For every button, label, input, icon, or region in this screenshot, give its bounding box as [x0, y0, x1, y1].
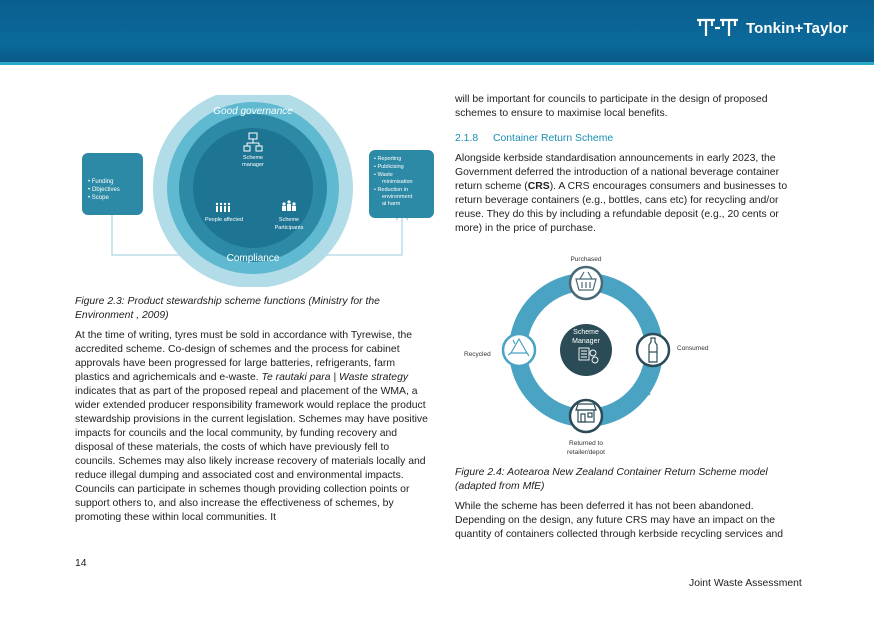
crs-paragraph: Alongside kerbside standardisation announcements in early 2023, the Government deferred the introduction of a national beverage container return scheme (CRS). A CRS encourages consumers and businesses to return beverage containers (e.g., bottles, cans etc) for recycling and/or reuse. They do this by including a refundable deposit (e.g., 20 cents or more) in the price of purchase. [455, 153, 788, 234]
waste-strategy-title: Te rautaki para | Waste strategy [261, 372, 409, 383]
left-body-paragraph: At the time of writing, tyres must be sold in accordance with Tyrewise, the accredited scheme. Co-design of schemes and the process for cabinet approvals have been progressed for large batteries, refrigerants, farm plastics and agrichemicals and e-waste. Te rautaki para | Waste strategy indicates that as part of the proposed repeal and placement of the WMA, a wider extended producer responsibility framework would replace the product stewardship provisions in the current legislation. Schemes may have positive impacts for councils and the local community, by funding recovery and disposal of these materials, the costs of which have previously fell to councils. Schemes may also likely increase recovery of materials locally and reduce illegal dumping and associated cost and environmental impacts. Councils can participate in schemes though providing collection points or support others to, and also increase the effectiveness of schemes, by promoting these within local communities. It [75, 330, 428, 523]
recycled-label: Recycled [464, 351, 491, 358]
consumed-label: Consumed [677, 345, 709, 352]
right-intro-paragraph: will be important for councils to participate in the design of proposed schemes to ensure to maximise local benefits. [455, 94, 768, 119]
tt-logo-mark-icon [696, 18, 740, 38]
page-number: 14 [75, 558, 87, 569]
good-governance-label: Good governance [213, 106, 293, 117]
crs-abbreviation: CRS [527, 181, 550, 192]
figure-2-3-caption: Figure 2.3: Product stewardship scheme functions (Ministry for the Environment , 2009) [75, 296, 380, 321]
scheme-manager-center-label: Scheme Manager [572, 329, 600, 345]
compliance-label: Compliance [226, 253, 280, 264]
brand-name: Tonkin+Taylor [746, 19, 849, 37]
figure-2-3-diagram [80, 95, 440, 287]
purchased-label: Purchased [570, 256, 602, 263]
returned-label: Returned to retailer/depot [567, 440, 605, 456]
brand-logo [696, 17, 848, 39]
figure-2-4-caption: Figure 2.4: Aotearoa New Zealand Container Return Scheme model (adapted from MfE) [455, 467, 768, 492]
header-accent-rule [0, 62, 874, 65]
outcomes-list: • Reporting • Publicising • Waste minimisation • Reduction in environment al harm [374, 156, 413, 207]
figure-2-4-diagram [455, 252, 725, 462]
document-title: Joint Waste Assessment [689, 578, 802, 589]
section-heading-2-1-8: 2.1.8 Container Return Scheme [455, 133, 614, 144]
scheme-participants-label: Scheme Participants [274, 217, 304, 231]
page-header [0, 0, 874, 62]
scheme-manager-label: Scheme manager [242, 155, 264, 168]
inputs-list: • Funding • Objectives • Scope [88, 179, 120, 201]
closing-paragraph: While the scheme has been deferred it has not been abandoned. Depending on the design, any future CRS may have an impact on the quantity of containers collected through kerbside recycling services and [455, 501, 784, 540]
returned-node [570, 400, 602, 432]
people-affected-label: People affected [204, 217, 244, 223]
consumed-node [637, 334, 669, 366]
